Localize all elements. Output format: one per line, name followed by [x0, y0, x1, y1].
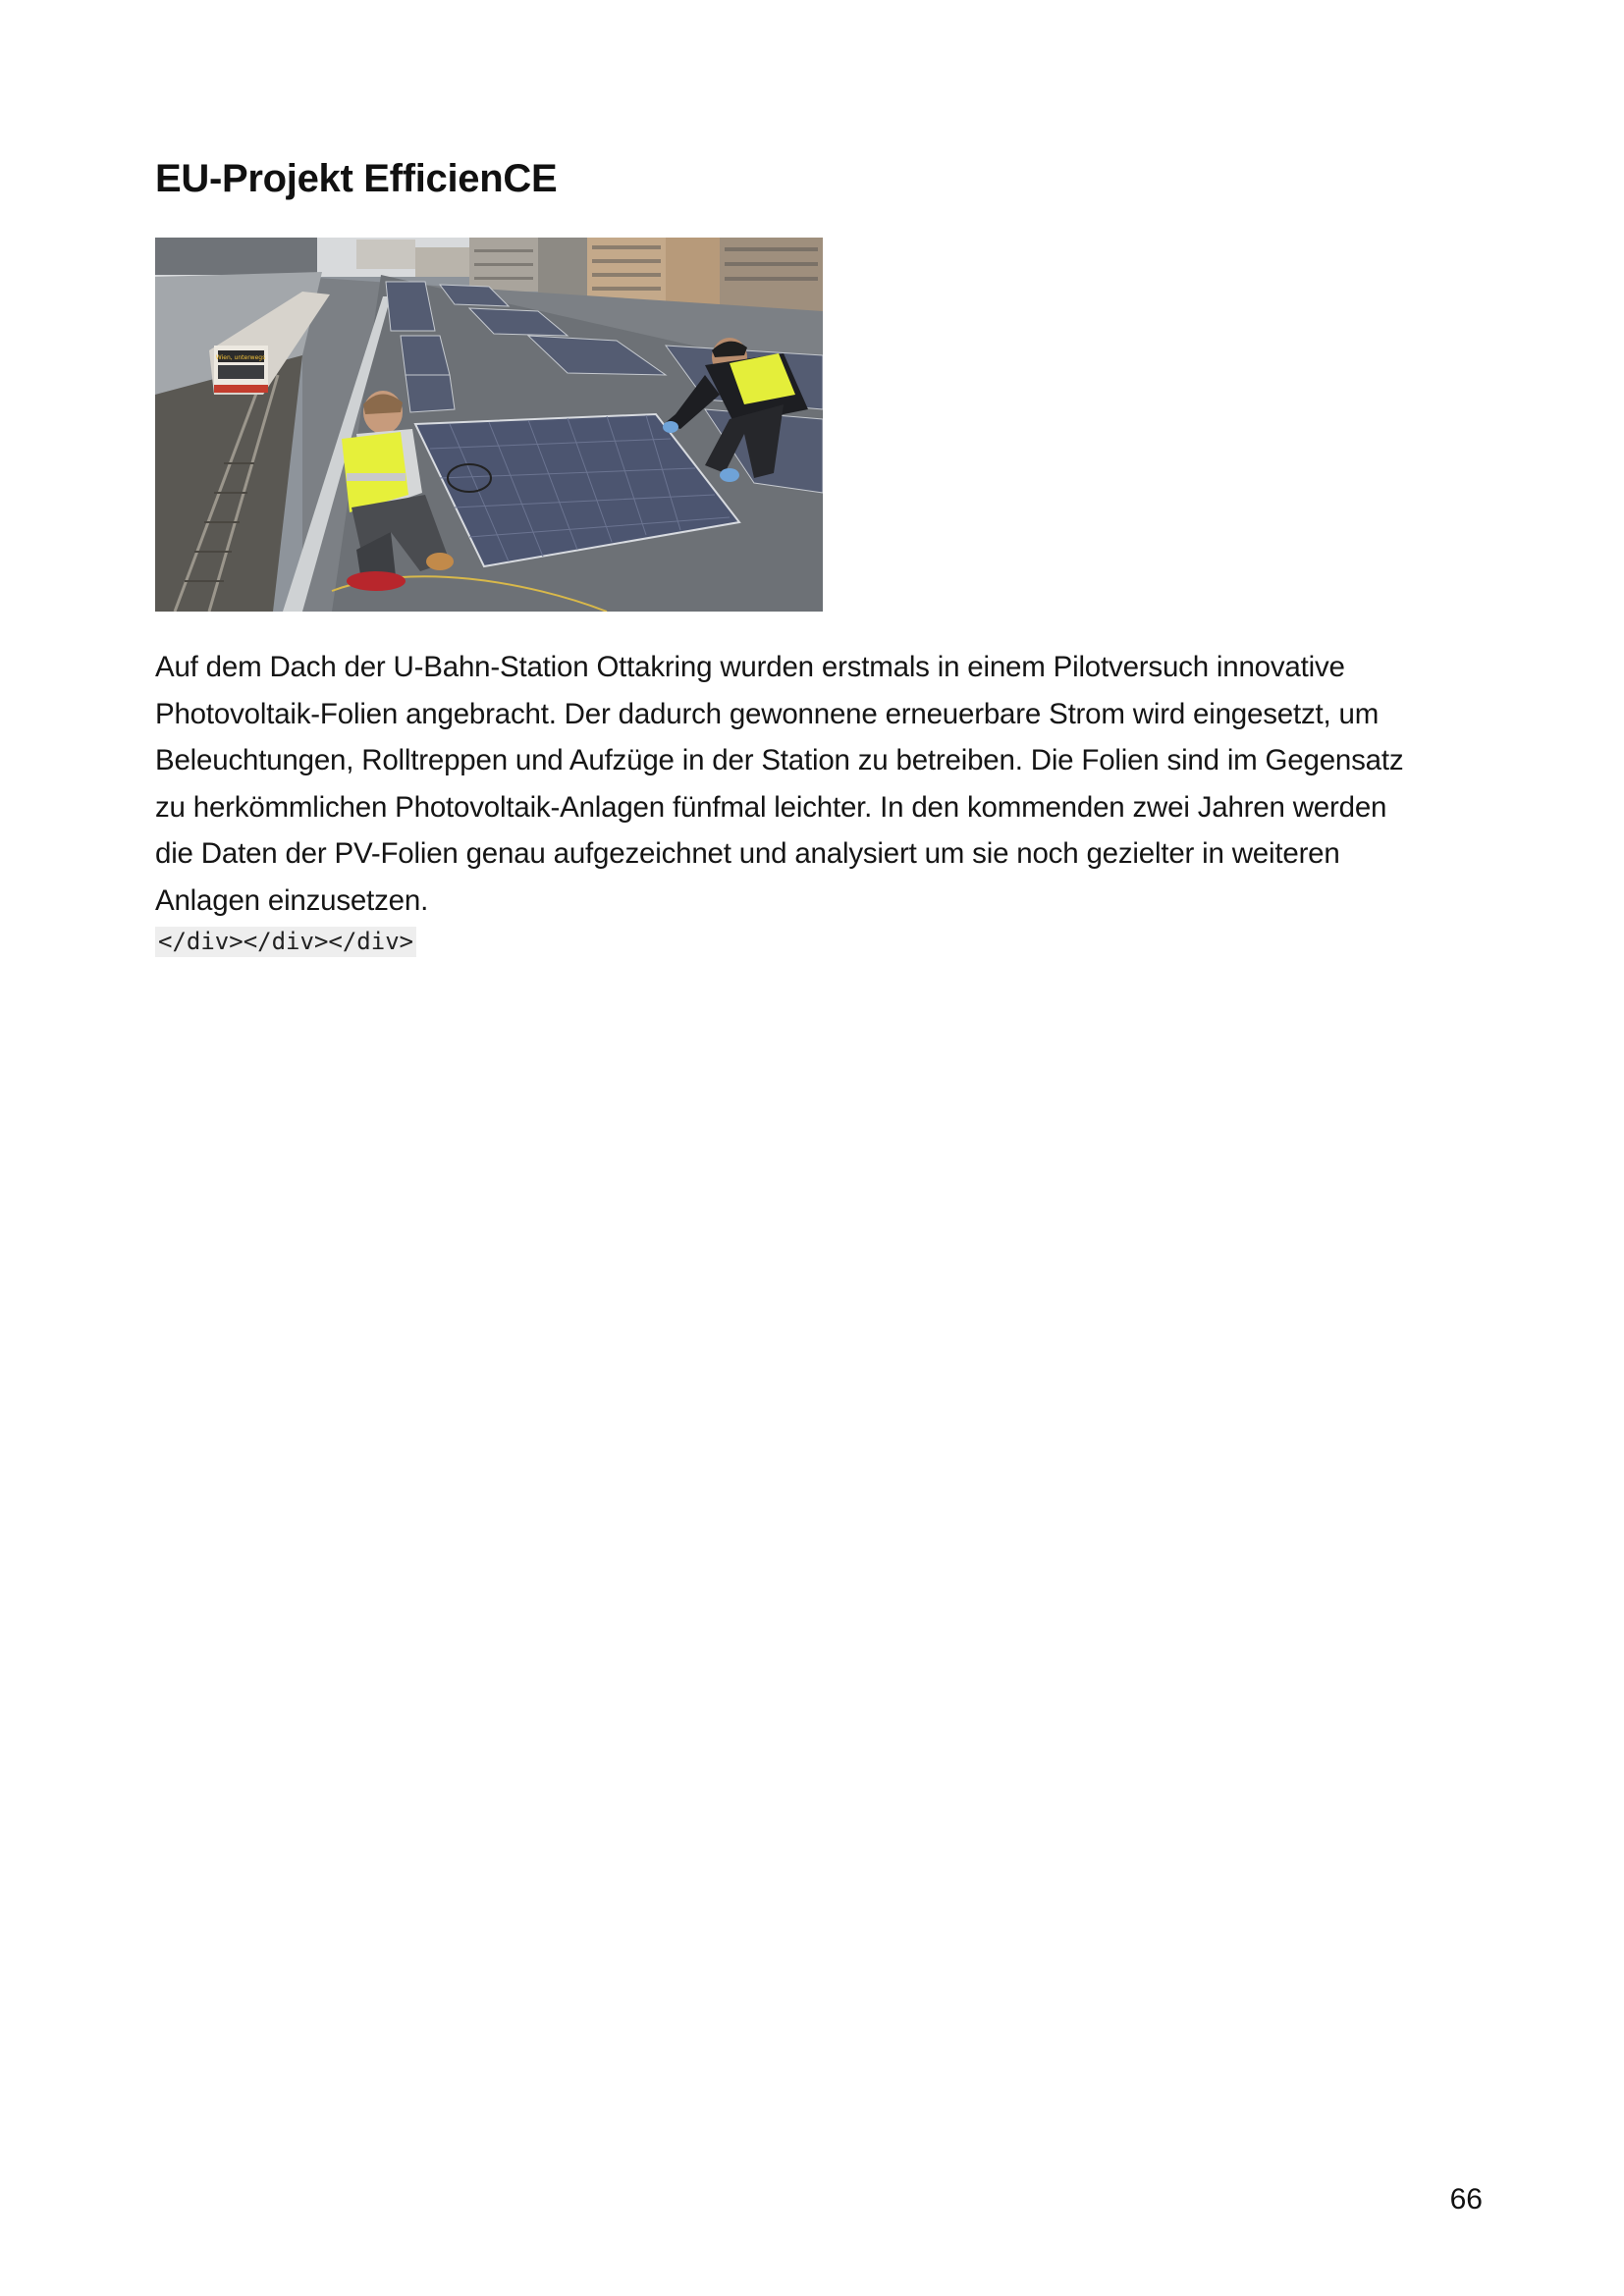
stray-code-fragment: </div></div></div> [155, 927, 416, 957]
body-paragraph [155, 644, 1471, 924]
paragraph-line: Photovoltaik-Folien angebracht. Der dadurch gewonnene erneuerbare Strom wird eingesetzt, um [155, 697, 1380, 730]
train-destination-sign: Wien, unterwegs [215, 354, 266, 361]
page-heading: EU-Projekt EfficienCE [155, 157, 558, 200]
paragraph-line: Beleuchtungen, Rolltreppen und Aufzüge in der Station zu betreiben. Die Folien sind im Gegensatz [155, 744, 1404, 776]
page-number: 66 [1449, 2183, 1483, 2216]
rooftop-solar-photo [155, 238, 823, 612]
paragraph-line: die Daten der PV-Folien genau aufgezeichnet und analysiert um sie noch gezielter in weiteren [155, 837, 1340, 870]
paragraph-line: Auf dem Dach der U-Bahn-Station Ottakring wurden erstmals in einem Pilotversuch innovative [155, 651, 1345, 683]
paragraph-line: Anlagen einzusetzen. [155, 883, 429, 917]
paragraph-line: zu herkömmlichen Photovoltaik-Anlagen fünfmal leichter. In den kommenden zwei Jahren werden [155, 790, 1387, 824]
